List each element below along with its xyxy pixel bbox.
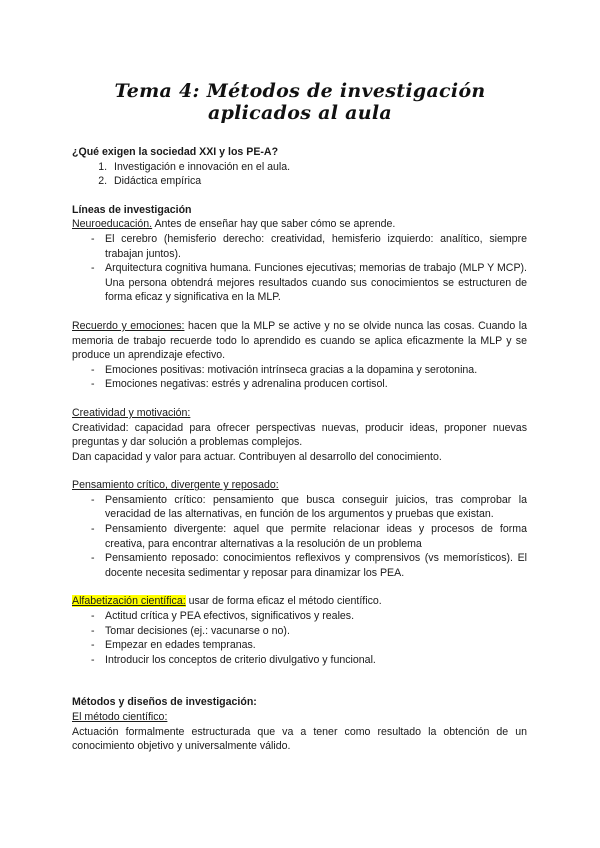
section-heading-metodos: Métodos y diseños de investigación: <box>72 696 257 709</box>
list-item: - Emociones positivas: motivación intrínseca gracias a la dopamina y serotonina. <box>91 363 478 376</box>
neuroeducacion-text: Antes de enseñar hay que saber cómo se aprende. <box>152 218 396 231</box>
list-item: - Empezar en edades tempranas. <box>91 639 256 652</box>
dash-bullet: - <box>91 232 95 245</box>
list-item: 2. Didáctica empírica <box>110 174 527 189</box>
neuroeducacion-list <box>72 232 527 305</box>
list-item: - Pensamiento reposado: conocimientos reflexivos y comprensivos (vs memorísticos). El docente necesita sedimentar y reposar para dinamizar los PEA. <box>91 552 527 579</box>
section-heading-exigencias: ¿Qué exigen la sociedad XXI y los PE-A? <box>72 146 279 158</box>
document-title <box>0 80 600 124</box>
creatividad-paragraph-2: Dan capacidad y valor para actuar. Contribuyen al desarrollo del conocimiento. <box>72 450 442 463</box>
list-item: - Emociones negativas: estrés y adrenalina producen cortisol. <box>91 378 388 391</box>
creatividad-label: Creatividad y motivación: <box>72 406 191 419</box>
section-heading-lineas: Líneas de investigación <box>72 203 192 216</box>
list-item: - Arquitectura cognitiva humana. Funciones ejecutivas; memorias de trabajo (MLP Y MCP). Una persona obtendrá mejores resultados cuando sus conocimientos se estructuren de forma eficaz y significativa en la MLP. <box>91 262 527 304</box>
metodo-cientifico-label: El método científico: <box>72 711 168 723</box>
list-item: - Actitud crítica y PEA efectivos, significativos y reales. <box>91 610 355 623</box>
dash-bullet: - <box>91 378 95 391</box>
dash-bullet: - <box>91 262 95 275</box>
dash-bullet: - <box>91 653 95 666</box>
alfabetizacion-list <box>72 609 527 667</box>
neuroeducacion-paragraph <box>72 217 527 232</box>
alfabetizacion-paragraph <box>72 594 527 609</box>
pensamiento-list <box>72 493 527 581</box>
metodo-cientifico-paragraph: Actuación formalmente estructurada que va a tener como resultado la obtención de un conocimiento objetivo y universalmente válido. <box>72 725 527 753</box>
title-line-2: aplicados al aula <box>207 102 393 124</box>
recuerdo-label: Recuerdo y emociones: <box>72 319 185 332</box>
dash-bullet: - <box>91 610 95 623</box>
list-item: - El cerebro (hemisferio derecho: creatividad, hemisferio izquierdo: analítico, siempre trabajan juntos). <box>91 232 527 260</box>
recuerdo-list <box>72 363 527 392</box>
dash-bullet: - <box>91 639 95 652</box>
alfabetizacion-label-highlighted: Alfabetización científica: <box>72 595 186 608</box>
dash-bullet: - <box>91 523 95 536</box>
creatividad-paragraph-1: Creatividad: capacidad para ofrecer perspectivas nuevas, producir ideas, proponer nuevas preguntas y dar solución a problemas complejos. <box>72 421 527 449</box>
dash-bullet: - <box>91 552 95 565</box>
dash-bullet: - <box>91 363 95 376</box>
document-body <box>72 145 527 754</box>
dash-bullet: - <box>91 624 95 637</box>
list-item: - Introducir los conceptos de criterio divulgativo y funcional. <box>91 653 376 666</box>
recuerdo-paragraph <box>72 319 527 363</box>
title-line-1: Tema 4: Métodos de investigación <box>114 80 486 102</box>
recuerdo-text: hacen que la MLP se active y no se olvide nunca las cosas. Cuando la memoria de trabajo recuerde todo lo aprendido es cuando se aplica eficazmente la MLP y se produce un aprendizaje efectivo. <box>72 319 527 362</box>
alfabetizacion-text: usar de forma eficaz el método científico. <box>185 595 382 608</box>
dash-bullet: - <box>91 493 95 506</box>
list-item: - Pensamiento divergente: aquel que permite relacionar ideas y procesos de forma creativa, para encontrar alternativas a la resolución de un problema <box>91 523 527 550</box>
list-item: 1. Investigación e innovación en el aula. <box>110 160 527 175</box>
pensamiento-label: Pensamiento crítico, divergente y reposado: <box>72 479 279 492</box>
neuroeducacion-label: Neuroeducación. <box>72 218 153 231</box>
list-item: - Pensamiento crítico: pensamiento que busca conseguir juicios, tras comprobar la veracidad de las alternativas, en función de los argumentos y pruebas que existan. <box>91 493 527 521</box>
numbered-list <box>72 160 527 189</box>
list-item: - Tomar decisiones (ej.: vacunarse o no). <box>91 624 290 637</box>
